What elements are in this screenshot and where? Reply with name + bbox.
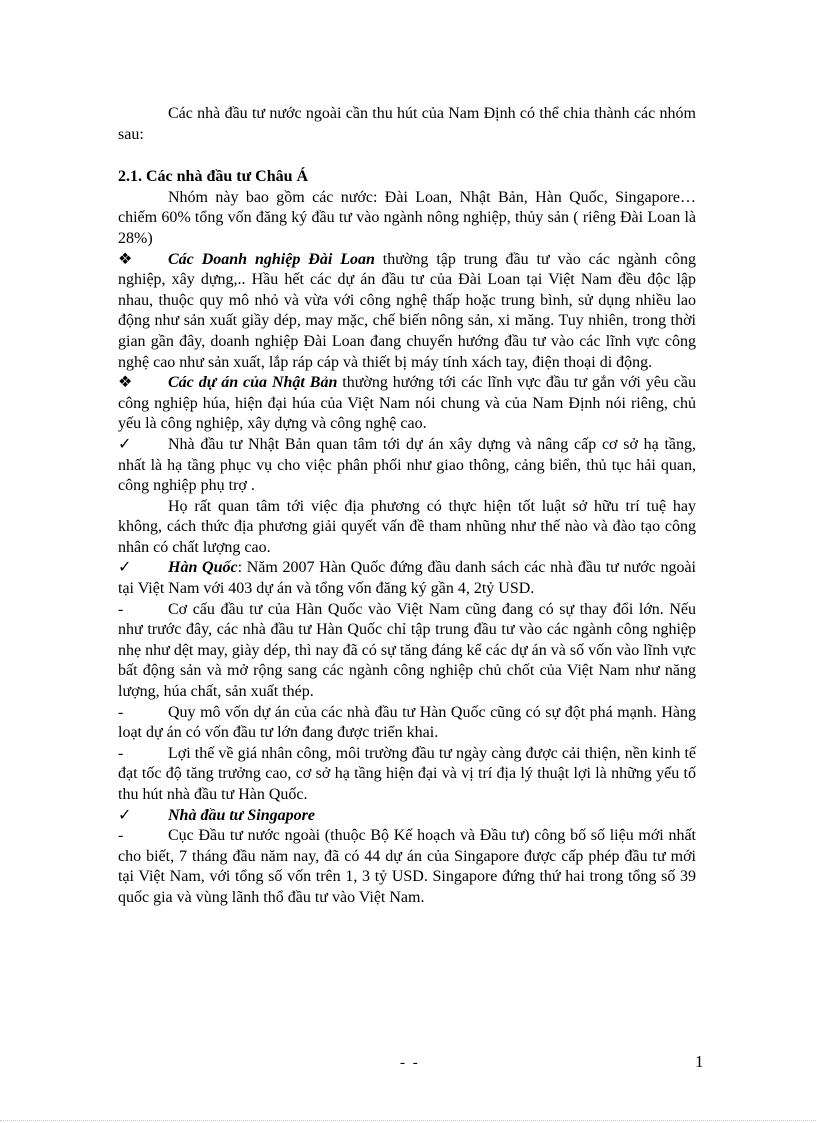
singapore-item-1 [118, 826, 696, 908]
singapore-item-1-text: Cục Đầu tư nước ngoài (thuộc Bộ Kế hoạch và Đầu tư) công bố số liệu mới nhất cho biết, 7 tháng đầu năm nay, đã có 44 dự án của Singapore được cấp phép đầu tư mới tại Việt Nam, với tổng số vốn trên 1, 3 tỷ USD. Singapore đứng thứ hai trong tổng số 39 quốc gia và vùng lãnh thổ đầu tư vào Việt Nam. [118, 827, 696, 906]
korea-item-1 [118, 600, 696, 703]
korea-item-3-text: Lợi thế về giá nhân công, môi trường đầu tư ngày càng được cải thiện, nền kinh tế đạt tốc độ tăng trưởng cao, cơ sở hạ tầng hiện đại và vị trí địa lý thuật lợi là những yếu tố thu hút nhà đầu tư Hàn Quốc. [118, 744, 696, 803]
korea-paragraph [118, 558, 696, 599]
japan-paragraph [118, 373, 696, 435]
korea-item-2-text: Quy mô vốn dự án của các nhà đầu tư Hàn Quốc cũng có sự đột phá mạnh. Hàng loạt dự án có vốn đầu tư lớn đang được triển khai. [118, 703, 696, 742]
diamond-bullet-icon: ❖ [118, 374, 133, 392]
checkmark-icon: ✓ [118, 435, 132, 453]
dash-bullet: - [118, 703, 124, 721]
korea-item-1-text: Cơ cấu đầu tư của Hàn Quốc vào Việt Nam cũng đang có sự thay đổi lớn. Nếu như trước đây, các nhà đầu tư Hàn Quốc chỉ tập trung đầu tư vào các ngành công nghiệp nhẹ như dệt may, giày dép, thì nay đã có sự tăng đáng kể các dự án và số vốn vào lĩnh vực bất động sản và mở rộng sang các ngành công nghiệp chủ chốt của Việt Nam như năng lượng, húa chất, sản xuất thép. [118, 600, 696, 701]
diamond-bullet-icon: ❖ [118, 250, 133, 268]
taiwan-lead: Các Doanh nghiệp Đài Loan [168, 250, 375, 268]
japan-point-2 [118, 497, 696, 559]
japan-point-1-text: Nhà đầu tư Nhật Bản quan tâm tới dự án xây dựng và nâng cấp cơ sở hạ tầng, nhất là hạ tầng phục vụ cho việc phân phối như giao thông, cảng biển, thủ tục hải quan, công nghiệp phụ trợ . [118, 435, 696, 495]
singapore-lead: Nhà đầu tư Singapore [168, 806, 315, 824]
korea-lead: Hàn Quốc [168, 559, 238, 577]
taiwan-text: thường tập trung đầu tư vào các ngành công nghiệp, xây dựng,.. Hầu hết các dự án đầu tư của Đài Loan tại Việt Nam đều độc lập nhau, thuộc quy mô nhỏ và vừa với công nghệ thấp hoặc trung bình, sử dụng nhiều lao động như sản xuất giầy dép, may mặc, chế biến nông sản, xi măng. Tuy nhiên, trong thời gian gần đây, doanh nghiệp Đài Loan đang chuyển hướng đầu tư vào các lĩnh vực công nghệ cao như sản xuất, lắp ráp cáp và thiết bị máy tính xách tay, điện thoại di động. [118, 250, 696, 371]
japan-point-1 [118, 435, 696, 497]
intro-paragraph: Các nhà đầu tư nước ngoài cần thu hút của Nam Định có thể chia thành các nhóm sau: [118, 105, 696, 143]
section-heading: 2.1. Các nhà đầu tư Châu Á [118, 168, 309, 186]
japan-point-2-text: Họ rất quan tâm tới việc địa phương có thực hiện tốt luật sở hữu trí tuệ hay không, cách thức địa phương giải quyết vấn đề tham nhũng như thế nào và đào tạo công nhân có chất lượng cao. [118, 497, 696, 556]
page-number: 1 [695, 1052, 704, 1071]
checkmark-icon: ✓ [118, 806, 132, 824]
dash-bullet: - [118, 827, 124, 845]
document-body [118, 104, 696, 909]
japan-text: thường hướng tới các lĩnh vực đầu tư gắn với yêu cầu công nghiệp húa, hiện đại húa của Việt Nam nói chung và của Nam Định nói riêng, chủ yếu là công nghiệp, xây dựng và công nghệ cao. [118, 374, 697, 433]
section-intro-paragraph: Nhóm này bao gồm các nước: Đài Loan, Nhật Bản, Hàn Quốc, Singapore… chiếm 60% tổng vốn đăng ký đầu tư vào ngành nông nghiệp, thủy sản ( riêng Đài Loan là 28%) [118, 188, 696, 247]
footer-dashes: - - [400, 1055, 420, 1071]
korea-text: : Năm 2007 Hàn Quốc đứng đầu danh sách các nhà đầu tư nước ngoài tại Việt Nam với 403 dự án và tổng vốn đăng ký gần 4, 2tỷ USD. [118, 559, 696, 598]
taiwan-paragraph [118, 250, 696, 374]
japan-lead: Các dự án của Nhật Bản [168, 374, 338, 392]
korea-item-3 [118, 744, 696, 806]
dash-bullet: - [118, 600, 124, 618]
page-bottom-divider [0, 1120, 816, 1121]
korea-item-2 [118, 703, 696, 744]
checkmark-icon: ✓ [118, 559, 132, 577]
dash-bullet: - [118, 744, 124, 762]
singapore-heading [118, 806, 696, 827]
